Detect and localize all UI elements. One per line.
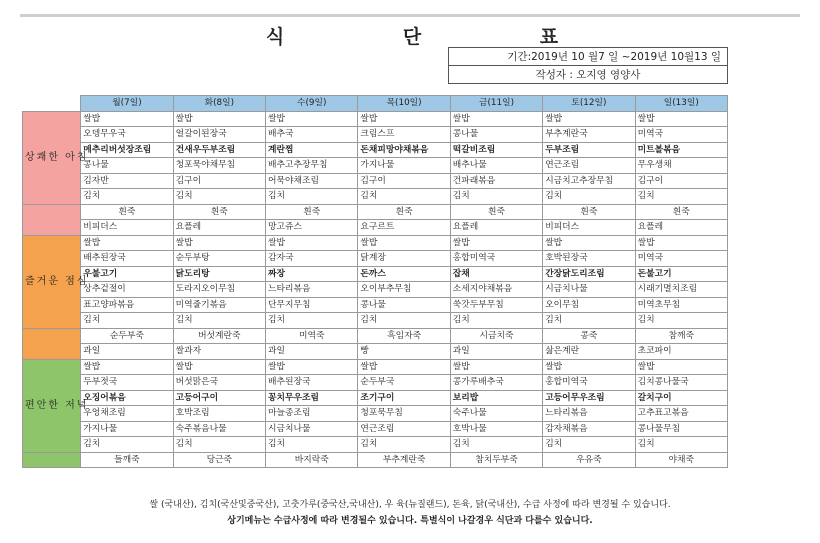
menu-cell: 배추나물 [450, 158, 542, 174]
menu-cell: 쌀밥 [543, 111, 635, 127]
menu-cell: 배추된장국 [81, 251, 173, 267]
snack-cell: 망고쥬스 [266, 220, 358, 236]
meal-label-1: 즐거운 점심 [23, 235, 81, 328]
menu-cell: 쌀밥 [266, 111, 358, 127]
menu-cell: 간장닭도리조림 [543, 266, 635, 282]
porridge-cell: 바지락죽 [266, 452, 358, 468]
menu-cell: 보리밥 [450, 390, 542, 406]
porridge-cell: 부추계란죽 [358, 452, 450, 468]
menu-cell: 쌀밥 [543, 359, 635, 375]
porridge-cell: 우유죽 [543, 452, 635, 468]
info-box [448, 47, 728, 84]
notice-note: 상기메뉴는 수급사정에 따라 변경될수 있습니다. 특별식이 나갈경우 식단과 다를수 있습니다. [227, 516, 593, 526]
day-header-1: 화(8일) [173, 96, 265, 112]
porridge-cell: 버섯계란죽 [173, 328, 265, 344]
menu-cell: 김치 [81, 437, 173, 453]
meal-label-0: 상쾌한 아침 [23, 111, 81, 204]
day-header-5: 토(12일) [543, 96, 635, 112]
menu-cell: 돈채피망야채볶음 [358, 142, 450, 158]
menu-cell: 쌀밥 [173, 235, 265, 251]
menu-cell: 콩나물 [81, 158, 173, 174]
menu-cell: 닭계장 [358, 251, 450, 267]
menu-cell: 쌀밥 [450, 111, 542, 127]
menu-cell: 쌀밥 [358, 111, 450, 127]
menu-cell: 부추계란국 [543, 127, 635, 143]
menu-cell: 배추국 [266, 127, 358, 143]
menu-row [23, 127, 728, 143]
menu-cell: 김치 [358, 437, 450, 453]
menu-cell: 순두부국 [358, 375, 450, 391]
menu-row [23, 390, 728, 406]
porridge-cell: 당근죽 [173, 452, 265, 468]
menu-cell: 쌀밥 [358, 235, 450, 251]
menu-cell: 느타리볶음 [266, 282, 358, 298]
snack-cell: 요플레 [450, 220, 542, 236]
menu-cell: 김치 [266, 437, 358, 453]
menu-cell: 두부조림 [543, 142, 635, 158]
menu-row [23, 359, 728, 375]
menu-cell: 쌀밥 [81, 359, 173, 375]
menu-cell: 시래기멸치조림 [635, 282, 727, 298]
menu-cell: 미역줄기볶음 [173, 297, 265, 313]
menu-cell: 홍합미역국 [543, 375, 635, 391]
menu-cell: 쌀밥 [358, 359, 450, 375]
menu-cell: 잡채 [450, 266, 542, 282]
menu-cell: 표고양파볶음 [81, 297, 173, 313]
menu-cell: 메추리버섯장조림 [81, 142, 173, 158]
menu-cell: 미역국 [635, 251, 727, 267]
author-text: 작성자 : 오지영 영양사 [449, 66, 728, 84]
porridge-cell: 흰죽 [173, 204, 265, 220]
menu-cell: 쌀밥 [81, 235, 173, 251]
porridge-cell: 콩죽 [543, 328, 635, 344]
menu-cell: 건새우두부조림 [173, 142, 265, 158]
menu-cell: 김치콩나물국 [635, 375, 727, 391]
porridge-cell: 흰죽 [358, 204, 450, 220]
menu-cell: 김치 [266, 189, 358, 205]
porridge-cell: 흰죽 [543, 204, 635, 220]
menu-cell: 두부젓국 [81, 375, 173, 391]
menu-row [23, 375, 728, 391]
snack-cell: 요플레 [173, 220, 265, 236]
menu-cell: 김치 [450, 313, 542, 329]
origin-note: 쌀 (국내산), 김치(국산및중국산), 고춧가루(중국산,국내산), 우 육(뉴질랜드), 돈육, 닭(국내산), 수급 사정에 따라 변경될 수 있습니다. [149, 500, 671, 510]
menu-cell: 도라지오이무침 [173, 282, 265, 298]
menu-cell: 쌀밥 [450, 235, 542, 251]
menu-cell: 순두부탕 [173, 251, 265, 267]
snack-row [23, 344, 728, 360]
menu-cell: 미트볼볶음 [635, 142, 727, 158]
menu-row [23, 297, 728, 313]
menu-cell: 콩나물무침 [635, 421, 727, 437]
menu-cell: 쌀밥 [266, 359, 358, 375]
snack-cell: 비피더스 [543, 220, 635, 236]
menu-row [23, 421, 728, 437]
day-header-6: 일(13일) [635, 96, 727, 112]
menu-cell: 청포묵무침 [358, 406, 450, 422]
porridge-cell: 들깨죽 [81, 452, 173, 468]
menu-cell: 김치 [450, 189, 542, 205]
menu-cell: 김치 [266, 313, 358, 329]
snack-row [23, 220, 728, 236]
menu-cell: 꽁치무우조림 [266, 390, 358, 406]
menu-cell: 김구이 [173, 173, 265, 189]
menu-cell: 연근조림 [358, 421, 450, 437]
menu-cell: 배추고추장무침 [266, 158, 358, 174]
menu-cell: 콩나물 [358, 297, 450, 313]
meal-side-label-2 [23, 452, 81, 468]
menu-cell: 쌀밥 [543, 235, 635, 251]
menu-cell: 숙주나물 [450, 406, 542, 422]
menu-cell: 오징어볶음 [81, 390, 173, 406]
menu-cell: 쌀밥 [635, 359, 727, 375]
menu-cell: 김구이 [358, 173, 450, 189]
menu-cell: 김치 [358, 189, 450, 205]
menu-cell: 청포묵야채무침 [173, 158, 265, 174]
menu-cell: 상추겉절이 [81, 282, 173, 298]
menu-cell: 배추된장국 [266, 375, 358, 391]
menu-cell: 시금치고추장무침 [543, 173, 635, 189]
menu-cell: 시금치나물 [266, 421, 358, 437]
menu-cell: 숙주볶음나물 [173, 421, 265, 437]
menu-row [23, 282, 728, 298]
menu-cell: 가지나물 [81, 421, 173, 437]
menu-cell: 쌀밥 [450, 359, 542, 375]
menu-cell: 김구이 [635, 173, 727, 189]
menu-row [23, 313, 728, 329]
menu-cell: 김치 [81, 313, 173, 329]
menu-cell: 호박조림 [173, 406, 265, 422]
menu-row [23, 173, 728, 189]
menu-cell: 오이부추무침 [358, 282, 450, 298]
page-title: 식 단 표 [265, 26, 615, 48]
menu-cell: 쌀밥 [173, 111, 265, 127]
menu-cell: 무우생채 [635, 158, 727, 174]
menu-table [22, 95, 728, 468]
menu-cell: 우불고기 [81, 266, 173, 282]
menu-cell: 버섯맑은국 [173, 375, 265, 391]
day-header-2: 수(9일) [266, 96, 358, 112]
menu-cell: 마늘종조림 [266, 406, 358, 422]
porridge-cell: 흑임자죽 [358, 328, 450, 344]
menu-cell: 오이무침 [543, 297, 635, 313]
menu-cell: 김치 [635, 437, 727, 453]
menu-cell: 콩나물 [450, 127, 542, 143]
menu-cell: 소세지야채볶음 [450, 282, 542, 298]
menu-cell: 김치 [173, 189, 265, 205]
porridge-cell: 흰죽 [81, 204, 173, 220]
menu-row [23, 437, 728, 453]
period-text: 기간:2019년 10 월7 일 ~2019년 10월13 일 [449, 48, 728, 66]
snack-cell: 요플레 [635, 220, 727, 236]
menu-cell: 김치 [358, 313, 450, 329]
porridge-cell: 흰죽 [266, 204, 358, 220]
menu-cell: 연근조림 [543, 158, 635, 174]
menu-cell: 김치 [543, 189, 635, 205]
menu-cell: 김치 [450, 437, 542, 453]
menu-cell: 감자국 [266, 251, 358, 267]
porridge-cell: 참치두부죽 [450, 452, 542, 468]
porridge-row [23, 204, 728, 220]
menu-cell: 고추표고볶음 [635, 406, 727, 422]
menu-cell: 쌀밥 [635, 235, 727, 251]
menu-cell: 떡갈비조림 [450, 142, 542, 158]
menu-cell: 미역국 [635, 127, 727, 143]
porridge-cell: 흰죽 [450, 204, 542, 220]
menu-row [23, 406, 728, 422]
snack-cell: 쌀과자 [173, 344, 265, 360]
menu-cell: 쌀밥 [173, 359, 265, 375]
menu-cell: 고등어무우조림 [543, 390, 635, 406]
porridge-row [23, 452, 728, 468]
menu-cell: 돈까스 [358, 266, 450, 282]
menu-cell: 김치 [635, 189, 727, 205]
menu-cell: 김자반 [81, 173, 173, 189]
menu-cell: 닭도리탕 [173, 266, 265, 282]
day-header-0: 월(7일) [81, 96, 173, 112]
porridge-cell: 참깨죽 [635, 328, 727, 344]
menu-cell: 얼갈이된장국 [173, 127, 265, 143]
snack-cell: 과일 [450, 344, 542, 360]
menu-cell: 감자채볶음 [543, 421, 635, 437]
day-header-4: 금(11일) [450, 96, 542, 112]
menu-row [23, 251, 728, 267]
snack-cell: 과일 [266, 344, 358, 360]
header-corner [23, 96, 81, 112]
menu-cell: 호박나물 [450, 421, 542, 437]
menu-cell: 김치 [173, 313, 265, 329]
top-divider [20, 14, 800, 17]
menu-cell: 어묵야채조림 [266, 173, 358, 189]
menu-row [23, 235, 728, 251]
menu-cell: 계란찜 [266, 142, 358, 158]
menu-cell: 짜장 [266, 266, 358, 282]
snack-cell: 과일 [81, 344, 173, 360]
menu-row [23, 189, 728, 205]
menu-cell: 김치 [173, 437, 265, 453]
menu-cell: 단무지무침 [266, 297, 358, 313]
porridge-cell: 흰죽 [635, 204, 727, 220]
menu-cell: 쌀밥 [266, 235, 358, 251]
snack-cell: 초코파이 [635, 344, 727, 360]
menu-cell: 크림스프 [358, 127, 450, 143]
porridge-cell: 미역죽 [266, 328, 358, 344]
meal-side-label-1 [23, 328, 81, 359]
menu-cell: 김치 [543, 313, 635, 329]
snack-cell: 비피더스 [81, 220, 173, 236]
menu-row [23, 111, 728, 127]
porridge-cell: 시금치죽 [450, 328, 542, 344]
meal-label-2: 편안한 저녁 [23, 359, 81, 452]
menu-cell: 오뎅무우국 [81, 127, 173, 143]
menu-cell: 느타리볶음 [543, 406, 635, 422]
menu-cell: 김치 [635, 313, 727, 329]
menu-cell: 조기구이 [358, 390, 450, 406]
menu-cell: 쌀밥 [81, 111, 173, 127]
menu-cell: 콩가루배추국 [450, 375, 542, 391]
day-header-3: 목(10일) [358, 96, 450, 112]
menu-cell: 호박된장국 [543, 251, 635, 267]
snack-cell: 삶은계란 [543, 344, 635, 360]
meal-side-label-0 [23, 204, 81, 235]
day-header-row [23, 96, 728, 112]
porridge-cell: 순두부죽 [81, 328, 173, 344]
menu-cell: 김치 [543, 437, 635, 453]
porridge-cell: 야채죽 [635, 452, 727, 468]
menu-cell: 시금치나물 [543, 282, 635, 298]
menu-row [23, 266, 728, 282]
porridge-row [23, 328, 728, 344]
menu-cell: 고등어구이 [173, 390, 265, 406]
menu-cell: 김치 [81, 189, 173, 205]
menu-cell: 우엉채조림 [81, 406, 173, 422]
menu-row [23, 158, 728, 174]
menu-cell: 쌀밥 [635, 111, 727, 127]
menu-cell: 돈불고기 [635, 266, 727, 282]
menu-cell: 건파래볶음 [450, 173, 542, 189]
snack-cell: 요구르트 [358, 220, 450, 236]
menu-cell: 가지나물 [358, 158, 450, 174]
menu-cell: 미역초무침 [635, 297, 727, 313]
menu-cell: 갈치구이 [635, 390, 727, 406]
menu-cell: 쑥갓두부무침 [450, 297, 542, 313]
menu-cell: 홍합미역국 [450, 251, 542, 267]
menu-row [23, 142, 728, 158]
snack-cell: 빵 [358, 344, 450, 360]
